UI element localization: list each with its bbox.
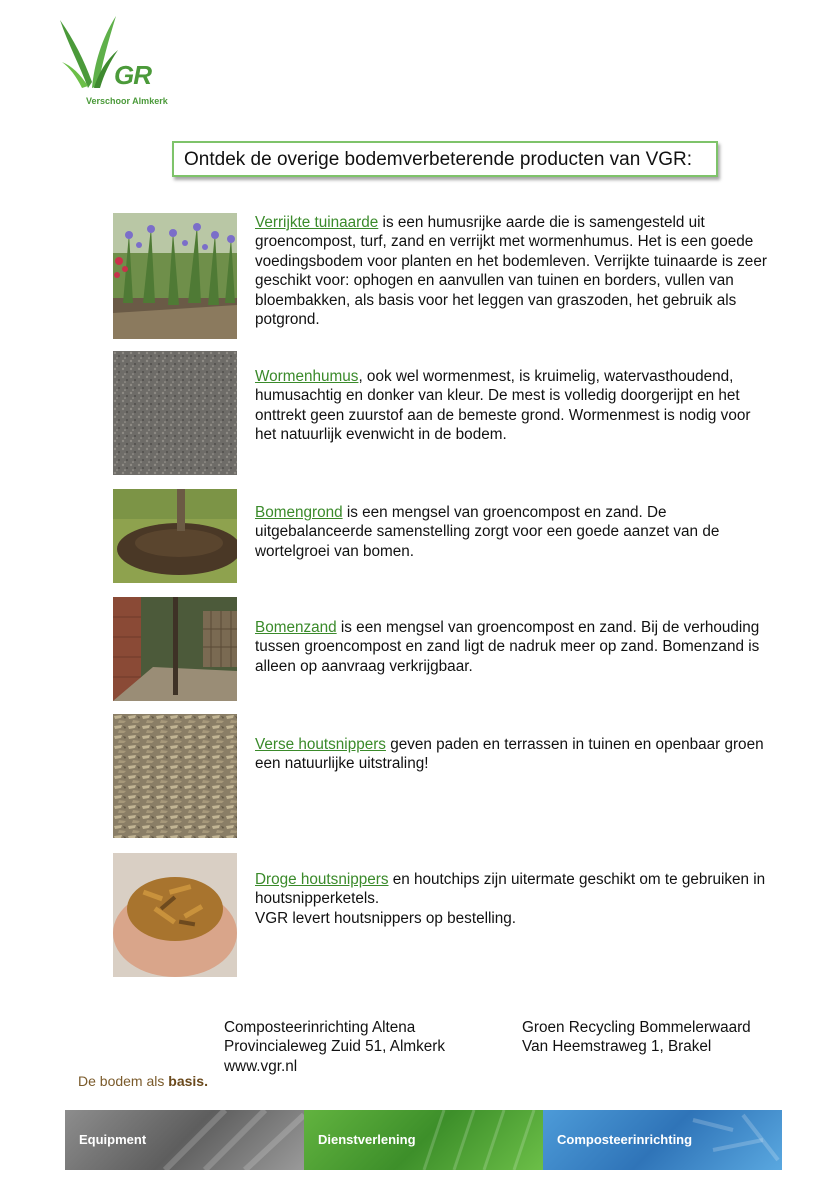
- tree-soil-photo: [113, 489, 237, 583]
- product-link[interactable]: Wormenhumus: [255, 368, 359, 385]
- product-link[interactable]: Verse houtsnippers: [255, 736, 386, 753]
- footer-label: Equipment: [79, 1132, 147, 1147]
- tree-sand-photo: [113, 597, 237, 701]
- footer-label: Composteerinrichting: [557, 1132, 693, 1147]
- address-line: Composteerinrichting Altena: [224, 1019, 416, 1036]
- product-text: en houtchips zijn uitermate geschikt om te gebruiken in houtsnipperketels.: [255, 871, 766, 908]
- footer-dienstverlening: [304, 1110, 543, 1170]
- product-text: is een mengsel van groencompost en zand. Bij de verhouding tussen groencompost en zand ligt de nadruk meer op zand. Bomenzand is alleen op aanvraag verkrijgbaar.: [255, 619, 760, 675]
- logo-subtitle: Verschoor Almkerk: [86, 96, 168, 106]
- product-text: , ook wel wormenmest, is kruimelig, watervasthoudend, humusachtig en donker van kleur. De mest is volledig doorgerijpt en het onttrekt geen zuurstof aan de bemeste grond. Wormenmest is nodig voor het natuurlijk evenwicht in de bodem.: [255, 368, 751, 444]
- page-headline: Ontdek de overige bodemverbeterende producten van VGR:: [172, 141, 718, 177]
- address-line: Van Heemstraweg 1, Brakel: [522, 1038, 712, 1056]
- website-link[interactable]: www.vgr.nl: [224, 1057, 298, 1075]
- product-description: [255, 618, 775, 676]
- address-line: Groen Recycling Bommelerwaard: [522, 1019, 751, 1036]
- product-link[interactable]: Verrijkte tuinaarde: [255, 214, 379, 231]
- address-line: Provincialeweg Zuid 51, Almkerk: [224, 1038, 446, 1056]
- product-description: [255, 735, 775, 774]
- slogan: [78, 1073, 208, 1089]
- product-description: [255, 870, 775, 928]
- footer-equipment: [65, 1110, 304, 1170]
- product-link[interactable]: Bomengrond: [255, 504, 343, 521]
- slogan-bold: basis.: [168, 1073, 208, 1089]
- address-bommelerwaard: [522, 1018, 751, 1057]
- footer-band: [65, 1110, 782, 1170]
- address-altena: [224, 1018, 445, 1076]
- product-link[interactable]: Droge houtsnippers: [255, 871, 389, 888]
- product-text: is een mengsel van groencompost en zand. De uitgebalanceerde samenstelling zorgt voor een goede aanzet van de wortelgroei van bomen.: [255, 504, 720, 560]
- slogan-prefix: De bodem als: [78, 1073, 169, 1089]
- product-description: [255, 503, 775, 561]
- dry-woodchips-photo: [113, 853, 237, 977]
- vgr-logo: [58, 16, 168, 108]
- flower-border-photo: [113, 213, 237, 339]
- footer-label: Dienstverlening: [318, 1132, 416, 1147]
- product-link[interactable]: Bomenzand: [255, 619, 337, 636]
- product-text: geven paden en terrassen in tuinen en openbaar groen een natuurlijke uitstraling!: [255, 736, 764, 773]
- logo-brand-text: GR: [114, 60, 151, 90]
- product-description: [255, 367, 775, 445]
- product-text-extra: VGR levert houtsnippers op bestelling.: [255, 909, 517, 927]
- product-text: is een humusrijke aarde die is samengesteld uit groencompost, turf, zand en verrijkt met wormenhumus. Het is een goede voedingsbodem voor planten en het bodemleven. Verrijkte tuinaarde is zeer geschikt voor: ophogen en aanvullen van tuinen en borders, vullen van bloembakken, als basis voor het leggen van graszoden, het gebruik als potgrond.: [255, 214, 767, 329]
- product-description: [255, 213, 775, 329]
- worm-humus-photo: [113, 351, 237, 475]
- fresh-woodchips-photo: [113, 714, 237, 838]
- footer-composteerinrichting: [543, 1110, 782, 1170]
